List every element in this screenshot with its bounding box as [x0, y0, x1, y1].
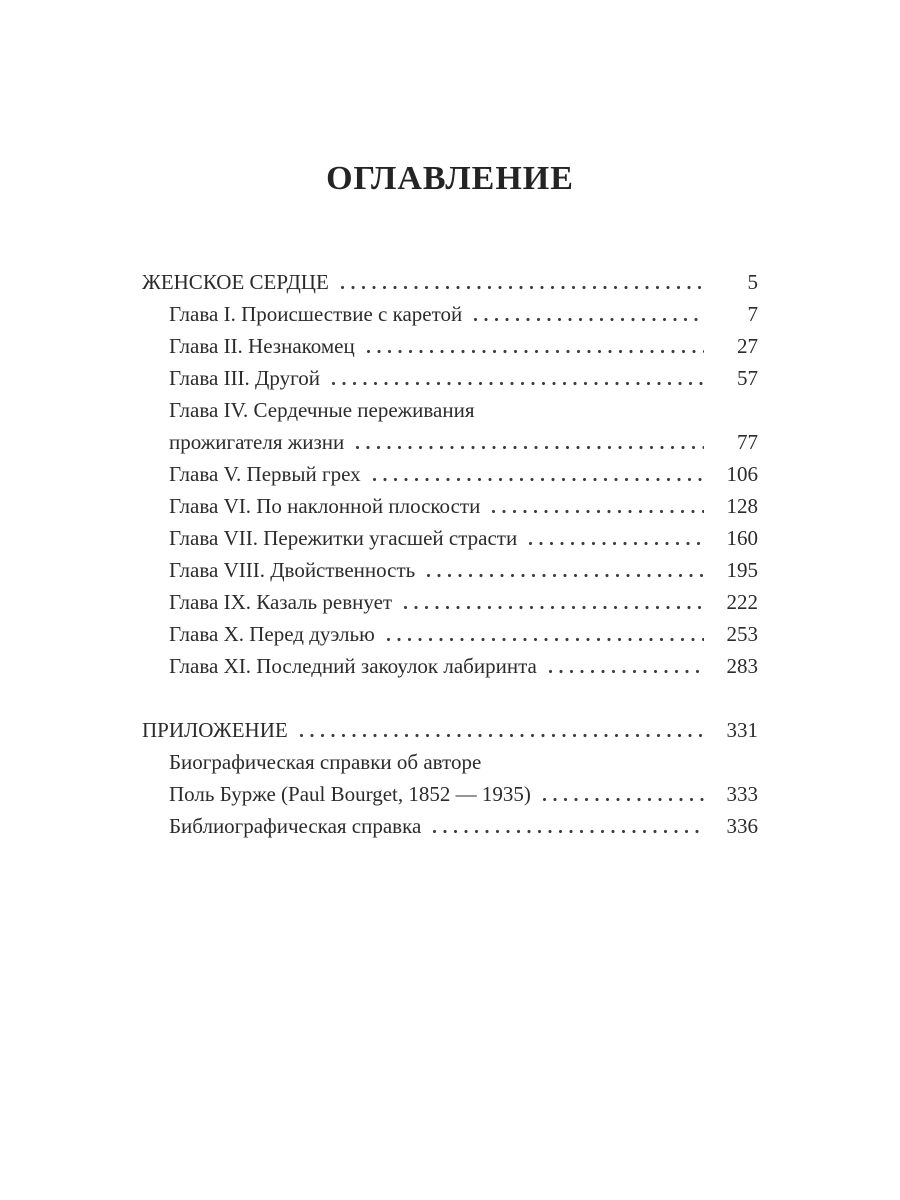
toc-leader-dots	[356, 446, 704, 449]
toc-entry	[142, 586, 758, 618]
page-title: ОГЛАВЛЕНИЕ	[326, 160, 574, 197]
toc-entry-page: 77	[737, 430, 758, 454]
toc-leader-dots	[367, 350, 704, 353]
toc-entry-label: Глава XI. Последний закоулок лабиринта	[169, 654, 537, 678]
toc-entry-label: Глава X. Перед дуэлью	[169, 622, 375, 646]
toc-entry	[142, 714, 758, 746]
toc-entry-page: 331	[726, 718, 758, 742]
toc-entry-page: 27	[737, 334, 758, 358]
toc-entry	[142, 650, 758, 682]
toc-leader-dots	[332, 382, 704, 385]
toc-entry	[142, 426, 758, 458]
toc-entry-label: ЖЕНСКОЕ СЕРДЦЕ	[142, 270, 329, 294]
toc-entry	[142, 490, 758, 522]
toc-entry-page: 253	[726, 622, 758, 646]
toc-entry	[142, 522, 758, 554]
toc-entry-label: ПРИЛОЖЕНИЕ	[142, 718, 288, 742]
toc-entry	[142, 554, 758, 586]
toc-entry-label: Биографическая справки об авторе	[169, 750, 482, 774]
toc-entry-label: Глава III. Другой	[169, 366, 320, 390]
toc-entry-label: Глава I. Происшествие с каретой	[169, 302, 463, 326]
toc-leader-dots	[549, 670, 704, 673]
toc-entry	[142, 810, 758, 842]
toc-entry-page: 7	[747, 302, 758, 326]
toc-leader-dots	[529, 542, 704, 545]
toc-entry-label: Глава IV. Сердечные переживания	[169, 398, 475, 422]
toc-entry-page: 106	[726, 462, 758, 486]
toc-entry-label: Библиографическая справка	[169, 814, 422, 838]
toc-entry-label: Глава VIII. Двойственность	[169, 558, 416, 582]
toc-entry	[142, 618, 758, 650]
toc-entry-page: 222	[726, 590, 758, 614]
toc-entry-page: 160	[726, 526, 758, 550]
toc-entry-page: 195	[726, 558, 758, 582]
toc-entry	[142, 298, 758, 330]
toc-entry	[142, 362, 758, 394]
toc-entry-label: прожигателя жизни	[169, 430, 345, 454]
toc-leader-dots	[387, 638, 704, 641]
toc-entry	[142, 394, 758, 426]
toc-leader-dots	[300, 734, 704, 737]
toc-entry	[142, 458, 758, 490]
toc-entry-page: 57	[737, 366, 758, 390]
toc-entry	[142, 330, 758, 362]
toc-leader-dots	[404, 606, 704, 609]
toc-leader-dots	[492, 510, 704, 513]
toc-entry-label: Глава V. Первый грех	[169, 462, 361, 486]
toc-leader-dots	[373, 478, 704, 481]
toc-list	[142, 266, 758, 842]
toc-entry-label: Глава IX. Казаль ревнует	[169, 590, 393, 614]
toc-entry-label: Глава VII. Пережитки угасшей страсти	[169, 526, 518, 550]
toc-leader-dots	[433, 830, 704, 833]
toc-entry-page: 336	[726, 814, 758, 838]
toc-entry-label: Глава II. Незнакомец	[169, 334, 355, 358]
toc-entry-page: 283	[726, 654, 758, 678]
toc-leader-dots	[543, 798, 704, 801]
toc-leader-dots	[341, 286, 704, 289]
toc-leader-dots	[427, 574, 704, 577]
toc-entry-label: Поль Бурже (Paul Bourget, 1852 — 1935)	[169, 782, 531, 806]
toc-entry-page: 128	[726, 494, 758, 518]
toc-entry-page: 333	[726, 782, 758, 806]
toc-entry-label: Глава VI. По наклонной плоскости	[169, 494, 481, 518]
toc-entry	[142, 778, 758, 810]
toc-entry	[142, 266, 758, 298]
toc-leader-dots	[474, 318, 704, 321]
toc-entry	[142, 746, 758, 778]
toc-entry-page: 5	[747, 270, 758, 294]
